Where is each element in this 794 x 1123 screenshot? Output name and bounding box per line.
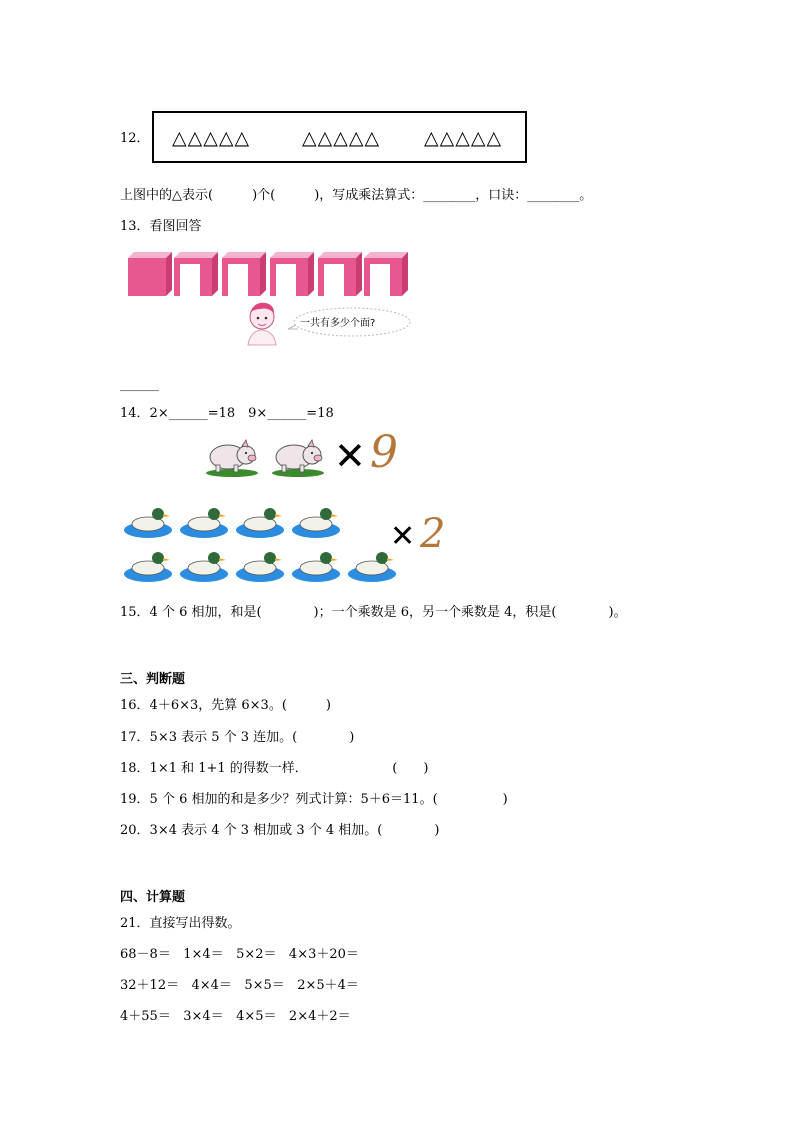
pig-2 [270, 437, 326, 477]
triangle-group-3: △△△△△ [424, 127, 503, 149]
cube-4 [270, 252, 314, 296]
duck-row-2 [124, 552, 396, 582]
calc-item: 3×4＝ [183, 1009, 224, 1024]
calc-item: 1×4＝ [183, 947, 224, 962]
triangle-group-2: △△△△△ [302, 127, 381, 149]
q21-title: 21．直接写出得数。 [120, 916, 241, 931]
duck [180, 508, 228, 538]
calc-row-3 [120, 1008, 351, 1026]
section3-title: 三、判断题 [120, 672, 186, 687]
triangle-group-1: △△△△△ [172, 127, 251, 149]
q18-text: 18．1×1 和 1+1 的得数一样． ( ) [120, 761, 429, 776]
calc-row-2 [120, 977, 359, 995]
cube-1 [128, 252, 172, 296]
calc-item: 4＋55＝ [120, 1009, 171, 1024]
duck-times-sign: ✕ [390, 519, 416, 554]
pig-1 [204, 437, 260, 477]
q13-title: 13．看图回答 [120, 219, 202, 234]
calc-item: 2×4＋2＝ [288, 1009, 351, 1024]
pig-multiplier: 9 [370, 427, 398, 478]
triangle-figure-box [152, 111, 527, 163]
duck-multiplier: 2 [420, 511, 446, 557]
calc-item: 68－8＝ [120, 947, 171, 962]
duck [124, 508, 172, 538]
q16-text: 16．4＋6×3，先算 6×3。( ) [120, 698, 331, 713]
duck [292, 552, 340, 582]
cube-3 [222, 252, 266, 296]
duck [236, 552, 284, 582]
duck-row-1 [124, 508, 340, 538]
cube-row-illustration [124, 252, 409, 300]
speech-bubble-text: 一共有多少个面? [300, 318, 376, 329]
cube-6 [364, 252, 408, 296]
duck [124, 552, 172, 582]
q12-question: 上图中的△表示( )个( )，写成乘法算式：________，口诀：________。 [120, 188, 593, 203]
calc-item: 4×4＝ [191, 978, 232, 993]
q15-text: 15．4 个 6 相加，和是( )；一个乘数是 6，另一个乘数是 4，积是( )。 [120, 605, 627, 620]
duck [180, 552, 228, 582]
duck [292, 508, 340, 538]
pig-times-sign: ✕ [334, 434, 366, 478]
cube-2 [174, 252, 218, 296]
calc-item: 2×5＋4＝ [297, 978, 359, 993]
calc-item: 4×5＝ [236, 1009, 277, 1024]
calc-item: 5×5＝ [244, 978, 285, 993]
q19-text: 19．5 个 6 相加的和是多少？列式计算：5＋6＝11。( ) [120, 792, 508, 807]
q17-text: 17．5×3 表示 5 个 3 连加。( ) [120, 730, 355, 745]
q14-text: 14．2×______=18 9×______=18 [120, 406, 334, 421]
calc-row-1 [120, 946, 359, 964]
q12-number: 12． [120, 131, 150, 146]
q13-answer-line: ______ [120, 377, 159, 392]
section4-title: 四、计算题 [120, 890, 186, 905]
cube-5 [318, 252, 362, 296]
calc-item: 4×3＋20＝ [288, 947, 359, 962]
calc-item: 5×2＝ [236, 947, 277, 962]
q20-text: 20．3×4 表示 4 个 3 相加或 3 个 4 相加。( ) [120, 823, 440, 838]
child-thinking-illustration [238, 297, 288, 347]
duck [348, 552, 396, 582]
duck-grid [120, 500, 400, 588]
duck [236, 508, 284, 538]
calc-item: 32＋12＝ [120, 978, 180, 993]
